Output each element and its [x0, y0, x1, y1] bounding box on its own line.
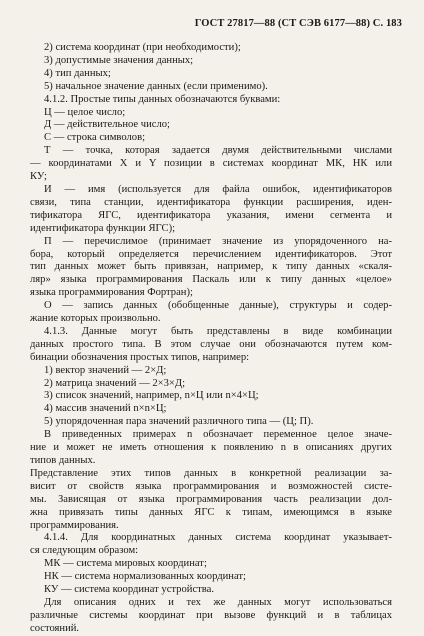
- text-line: состояний.: [30, 622, 80, 634]
- text-line: — координатами X и Y позиции в системах координат МК, НК или: [30, 158, 392, 170]
- text-line: 3) список значений, например, n×Ц или n×4×Ц;: [44, 390, 259, 402]
- text-line: 5) начальное значение данных (если применимо).: [44, 80, 268, 92]
- text-line: тификатора ЯГС, идентификатора указания, имени сегмента и: [30, 209, 392, 221]
- text-line: данных простого типа. В этом случае они обозначаются путем ком-: [30, 338, 392, 350]
- text-line: 4.1.4. Для координатных данных система координат указывает-: [44, 532, 392, 544]
- text-line: Т — точка, которая задается двумя действительными числами: [44, 145, 392, 157]
- text-line: ляр» языка программирования Паскаль или к типу данных «целое»: [30, 274, 392, 286]
- text-line: жание которых произвольно.: [30, 313, 161, 325]
- text-line: Д — действительное число;: [44, 119, 171, 131]
- text-line: Для описания одних и тех же данных могут использоваться: [44, 596, 392, 608]
- text-line: 1) вектор значений — 2×Д;: [44, 364, 167, 376]
- text-line: висит от свойств языка программирования и возможностей систе-: [30, 480, 392, 492]
- text-line: 3) допустимые значения данных;: [44, 54, 194, 66]
- text-line: ние и может не иметь отношения к появлению n в описаниях других: [30, 442, 392, 454]
- text-line: 2) система координат (при необходимости);: [44, 42, 241, 53]
- text-line: различные системы координат при вызове функций и в таблицах: [30, 609, 392, 621]
- text-line: МК — система мировых координат;: [44, 558, 207, 570]
- text-line: В приведенных примерах n обозначает переменное целое значе-: [44, 429, 392, 441]
- text-line: ся следующим образом:: [30, 545, 139, 557]
- text-line: 4) тип данных;: [44, 67, 111, 79]
- text-line: О — запись данных (обобщенные данные), структуры и содер-: [44, 300, 392, 312]
- text-line: бора, который определяется перечислением идентификаторов. Этот: [30, 248, 392, 260]
- text-line: 4.1.2. Простые типы данных обозначаются буквами:: [44, 93, 281, 105]
- text-line: связи, типа станции, идентификатора функции расширения, иден-: [30, 196, 392, 208]
- text-line: Представление этих типов данных в конкретной реализации за-: [30, 467, 392, 479]
- text-line: 4.1.3. Данные могут быть представлены в виде комбинации: [44, 325, 392, 337]
- text-line: КУ — система координат устройства.: [44, 584, 214, 596]
- text-line: НК — система нормализованных координат;: [44, 571, 246, 583]
- text-line: типов данных.: [30, 455, 96, 466]
- text-line: 4) массив значений n×n×Ц;: [44, 403, 167, 415]
- text-line: КУ;: [30, 171, 47, 183]
- text-line: программирования.: [30, 519, 119, 531]
- document-body: [30, 42, 392, 636]
- text-line: тип данных может быть привязан, например, к типу данных «скаля-: [30, 261, 392, 273]
- text-line: 5) упорядоченная пара значений различного типа — (Ц; П).: [44, 416, 314, 428]
- text-line: жна привязать типы данных ЯГС к типам, имеющимся в языке: [30, 506, 392, 518]
- text-line: Ц — целое число;: [44, 106, 126, 118]
- text-line: С — строка символов;: [44, 132, 146, 144]
- text-line: бинации обозначения простых типов, например:: [30, 351, 250, 363]
- text-line: 2) матрица значений — 2×3×Д;: [44, 377, 186, 389]
- text-line: П — перечислимое (принимает значение из упорядоченного на-: [44, 235, 392, 247]
- text-line: идентификатора функции ЯГС);: [30, 222, 176, 234]
- page-header: ГОСТ 27817—88 (СТ СЭВ 6177—88) С. 183: [194, 18, 402, 29]
- text-line: мы. Зависящая от языка программирования часть реализации дол-: [30, 493, 392, 505]
- text-line: языка программирования Фортран);: [30, 287, 193, 299]
- text-line: И — имя (используется для файла ошибок, идентификаторов: [44, 183, 392, 195]
